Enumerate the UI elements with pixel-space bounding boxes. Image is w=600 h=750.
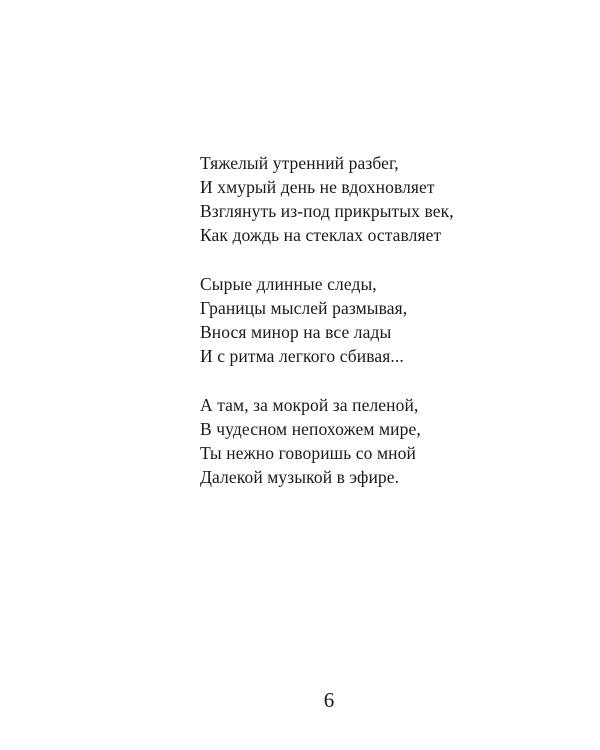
poem-line: Сырые длинные следы, (200, 274, 377, 294)
stanza-1 (200, 151, 560, 247)
poem-line: Как дождь на стеклах оставляет (200, 225, 442, 245)
poem-line: И с ритма легкого сбивая... (200, 346, 404, 366)
poem-line: Тяжелый утренний разбег, (200, 153, 399, 173)
poem-line: Взглянуть из-под прикрытых век, (200, 201, 454, 221)
poem-line: Внося минор на все лады (200, 322, 392, 342)
poem-line: В чудесном непохожем мире, (200, 419, 421, 439)
stanza-3 (200, 393, 560, 489)
poem-line: А там, за мокрой за пеленой, (200, 395, 419, 415)
poem-line: И хмурый день не вдохновляет (200, 177, 435, 197)
poem-line: Далекой музыкой в эфире. (200, 467, 400, 487)
poem (200, 151, 560, 514)
poem-line: Ты нежно говоришь со мной (200, 443, 416, 463)
poem-line: Границы мыслей размывая, (200, 298, 408, 318)
page-number: 6 (323, 688, 335, 712)
stanza-2 (200, 272, 560, 368)
